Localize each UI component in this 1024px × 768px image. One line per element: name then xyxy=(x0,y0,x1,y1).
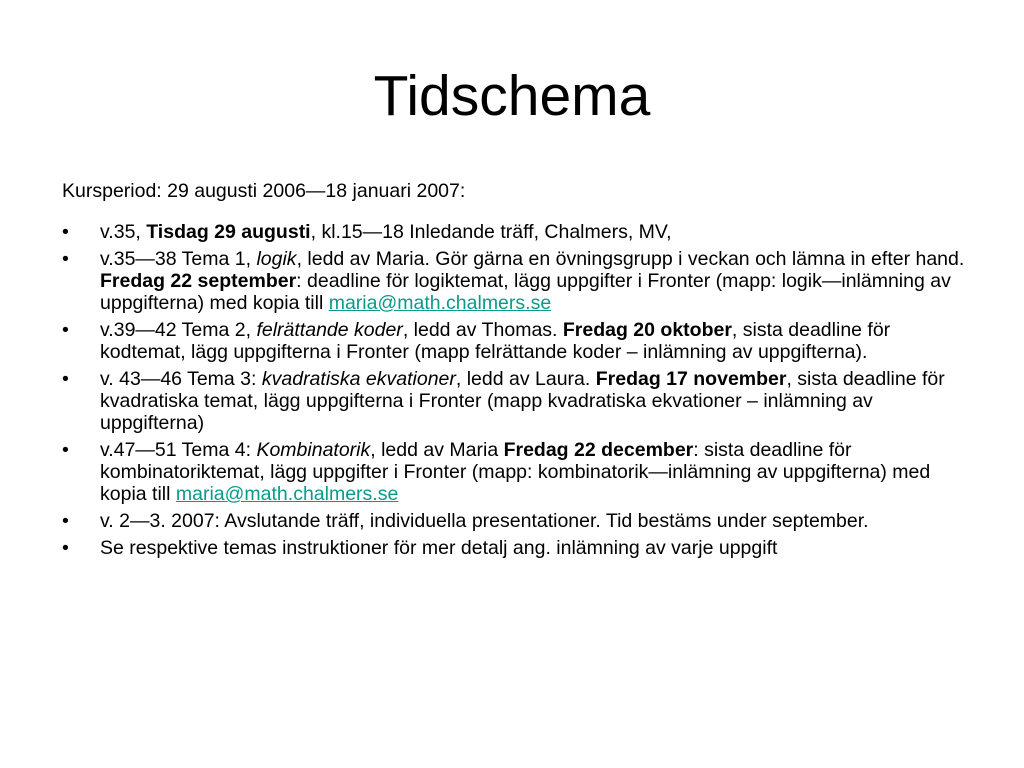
deadline-date: Fredag 22 september xyxy=(100,270,297,292)
schedule-list xyxy=(62,221,967,559)
course-period: Kursperiod: 29 augusti 2006—18 januari 2007: xyxy=(62,180,466,202)
bullet-icon: • xyxy=(62,319,69,341)
bullet-icon: • xyxy=(62,248,69,270)
item-text: , ledd av Maria. Gör gärna en övningsgrupp i veckan och lämna in efter hand. xyxy=(296,248,965,270)
slide-title: Tidschema xyxy=(373,64,651,128)
item-text: , sista deadline för kvadratiska temat, lägg uppgifterna i Fronter (mapp kvadratiska ekvationer – inlämning av uppgifterna) xyxy=(100,368,945,434)
item-text: Se respektive temas instruktioner för mer detalj ang. inlämning av varje uppgift xyxy=(100,537,778,559)
bullet-icon: • xyxy=(62,221,69,243)
theme-name: felrättande koder xyxy=(256,319,403,341)
bullet-icon: • xyxy=(62,510,69,532)
schedule-item xyxy=(62,319,967,363)
bullet-icon: • xyxy=(62,537,69,559)
item-text: : sista deadline för kombinatoriktemat, lägg uppgifter i Fronter (mapp: kombinatorik—inlämning av uppgifterna) med kopia till xyxy=(100,439,931,505)
item-text: v.39—42 Tema 2, xyxy=(100,319,257,341)
item-text: , ledd av Thomas. xyxy=(402,319,563,341)
bullet-icon: • xyxy=(62,368,69,390)
theme-name: logik xyxy=(256,248,297,270)
item-text: , ledd av Maria xyxy=(370,439,504,461)
schedule-item xyxy=(62,221,967,243)
deadline-date: Fredag 17 november xyxy=(595,368,787,390)
deadline-date: Tisdag 29 augusti xyxy=(146,221,311,243)
schedule-item xyxy=(62,368,967,434)
email-link[interactable]: maria@math.chalmers.se xyxy=(175,483,399,505)
schedule-item xyxy=(62,439,967,505)
schedule-item xyxy=(62,537,967,559)
item-text: v. 43—46 Tema 3: xyxy=(100,368,262,390)
deadline-date: Fredag 22 december xyxy=(503,439,694,461)
item-text: , kl.15—18 Inledande träff, Chalmers, MV, xyxy=(310,221,672,243)
bullet-icon: • xyxy=(62,439,69,461)
schedule-item xyxy=(62,510,967,532)
slide-body xyxy=(62,180,967,564)
theme-name: Kombinatorik xyxy=(256,439,371,461)
email-link[interactable]: maria@math.chalmers.se xyxy=(328,292,552,314)
deadline-date: Fredag 20 oktober xyxy=(562,319,732,341)
item-text: , sista deadline för kodtemat, lägg uppgifterna i Fronter (mapp felrättande koder – inlämning av uppgifterna). xyxy=(100,319,891,363)
item-text: v.35, xyxy=(100,221,147,243)
schedule-item xyxy=(62,248,967,314)
item-text: v.47—51 Tema 4: xyxy=(100,439,257,461)
item-text: v. 2—3. 2007: Avslutande träff, individuella presentationer. Tid bestäms under september. xyxy=(100,510,869,532)
theme-name: kvadratiska ekvationer xyxy=(261,368,456,390)
item-text: , ledd av Laura. xyxy=(455,368,596,390)
item-text: : deadline för logiktemat, lägg uppgifter i Fronter (mapp: logik—inlämning av uppgifterna) med kopia till xyxy=(100,270,951,314)
item-text: v.35—38 Tema 1, xyxy=(100,248,257,270)
